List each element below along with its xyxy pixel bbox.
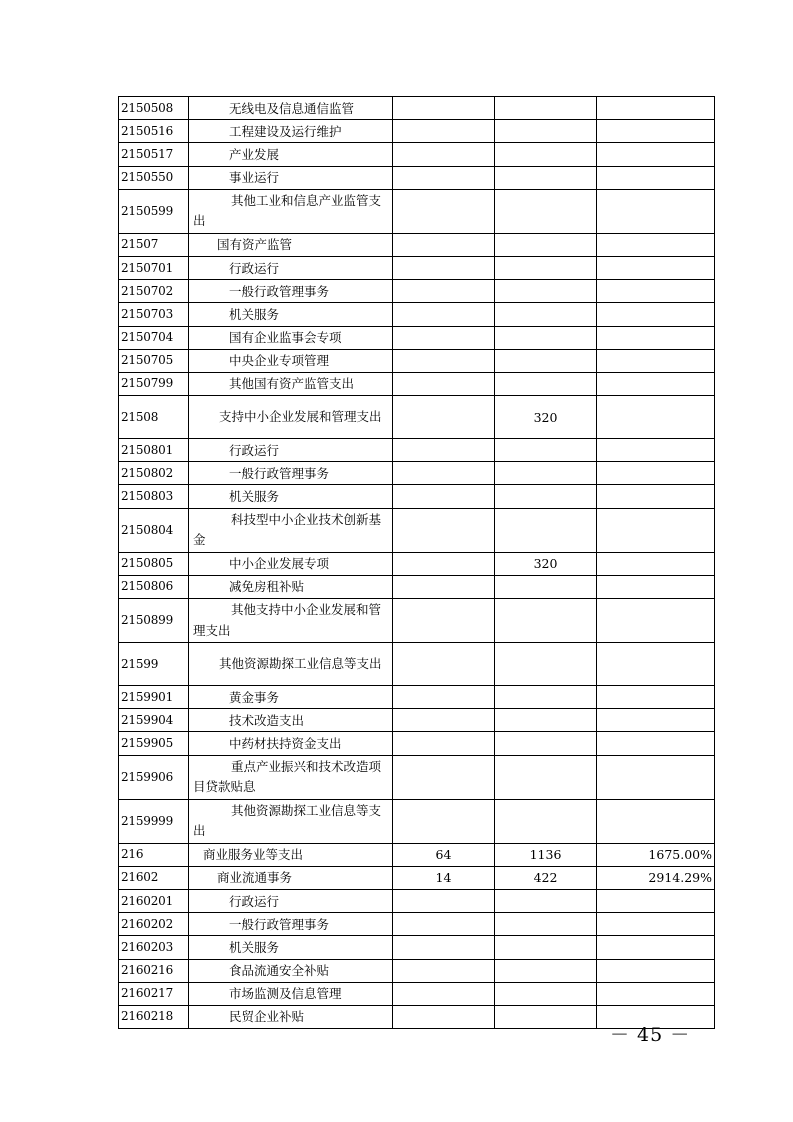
- cell-code: 2159905: [119, 732, 189, 755]
- cell-name: 重点产业振兴和技术改造项目贷款贴息: [189, 755, 393, 799]
- table-row: [119, 303, 715, 326]
- cell-value-3: [597, 575, 715, 598]
- cell-code: 2159906: [119, 755, 189, 799]
- cell-value-2: [495, 120, 597, 143]
- cell-name: 商业服务业等支出: [189, 843, 393, 866]
- cell-code: 2150801: [119, 439, 189, 462]
- cell-name: 行政运行: [189, 889, 393, 912]
- cell-name: 国有资产监管: [189, 233, 393, 256]
- cell-name: 工程建设及运行维护: [189, 120, 393, 143]
- table-row: [119, 462, 715, 485]
- cell-code: 2150806: [119, 575, 189, 598]
- budget-table: [118, 96, 715, 1029]
- cell-value-1: [393, 166, 495, 189]
- cell-value-1: [393, 799, 495, 843]
- cell-name: 机关服务: [189, 936, 393, 959]
- cell-code: 2150517: [119, 143, 189, 166]
- cell-name: 事业运行: [189, 166, 393, 189]
- cell-value-2: [495, 709, 597, 732]
- table-row: [119, 799, 715, 843]
- cell-value-3: [597, 552, 715, 575]
- cell-name: 机关服务: [189, 303, 393, 326]
- cell-value-2: 320: [495, 396, 597, 439]
- table-row: [119, 166, 715, 189]
- cell-value-3: [597, 303, 715, 326]
- table-row: [119, 732, 715, 755]
- table-row: [119, 599, 715, 643]
- cell-code: 2159904: [119, 709, 189, 732]
- cell-code: 2160216: [119, 959, 189, 982]
- table-row: [119, 280, 715, 303]
- table-row: [119, 439, 715, 462]
- cell-value-2: [495, 97, 597, 120]
- cell-value-1: [393, 280, 495, 303]
- cell-value-3: [597, 326, 715, 349]
- cell-value-2: [495, 982, 597, 1005]
- cell-value-1: 14: [393, 866, 495, 889]
- cell-code: 2150704: [119, 326, 189, 349]
- cell-value-2: [495, 233, 597, 256]
- cell-value-1: [393, 462, 495, 485]
- cell-value-3: [597, 799, 715, 843]
- cell-code: 2150599: [119, 189, 189, 233]
- cell-value-1: [393, 256, 495, 279]
- table-row: [119, 233, 715, 256]
- cell-value-1: [393, 189, 495, 233]
- cell-value-1: [393, 889, 495, 912]
- cell-value-3: [597, 686, 715, 709]
- cell-name: 一般行政管理事务: [189, 280, 393, 303]
- cell-value-1: [393, 143, 495, 166]
- cell-name: 行政运行: [189, 256, 393, 279]
- cell-value-1: [393, 913, 495, 936]
- cell-value-2: [495, 732, 597, 755]
- table-row: [119, 936, 715, 959]
- cell-value-3: [597, 732, 715, 755]
- cell-name: 商业流通事务: [189, 866, 393, 889]
- cell-value-3: [597, 959, 715, 982]
- cell-name: 其他资源勘探工业信息等支出: [189, 799, 393, 843]
- cell-value-3: 1675.00%: [597, 843, 715, 866]
- cell-code: 21508: [119, 396, 189, 439]
- table-row: [119, 643, 715, 686]
- cell-name: 中药材扶持资金支出: [189, 732, 393, 755]
- cell-value-2: [495, 599, 597, 643]
- table-row: [119, 913, 715, 936]
- cell-code: 2150508: [119, 97, 189, 120]
- cell-value-1: [393, 97, 495, 120]
- cell-code: 2150705: [119, 349, 189, 372]
- cell-value-1: [393, 552, 495, 575]
- cell-value-3: 2914.29%: [597, 866, 715, 889]
- cell-value-3: [597, 508, 715, 552]
- cell-value-2: [495, 485, 597, 508]
- cell-code: 2150899: [119, 599, 189, 643]
- cell-value-2: [495, 575, 597, 598]
- cell-value-1: [393, 349, 495, 372]
- cell-value-1: [393, 303, 495, 326]
- cell-value-3: [597, 709, 715, 732]
- cell-value-2: 320: [495, 552, 597, 575]
- cell-value-1: [393, 755, 495, 799]
- cell-name: 其他支持中小企业发展和管理支出: [189, 599, 393, 643]
- cell-name: 产业发展: [189, 143, 393, 166]
- cell-value-3: [597, 889, 715, 912]
- cell-value-3: [597, 599, 715, 643]
- table-row: [119, 189, 715, 233]
- cell-code: 2150703: [119, 303, 189, 326]
- cell-value-2: [495, 303, 597, 326]
- cell-value-3: [597, 233, 715, 256]
- cell-code: 2150799: [119, 372, 189, 395]
- cell-value-2: [495, 166, 597, 189]
- table-row: [119, 485, 715, 508]
- cell-name: 科技型中小企业技术创新基金: [189, 508, 393, 552]
- cell-code: 2160218: [119, 1005, 189, 1028]
- cell-name: 黄金事务: [189, 686, 393, 709]
- cell-value-2: [495, 372, 597, 395]
- cell-value-2: [495, 143, 597, 166]
- cell-name: 行政运行: [189, 439, 393, 462]
- table-row: [119, 709, 715, 732]
- cell-name: 支持中小企业发展和管理支出: [189, 396, 393, 439]
- cell-value-3: [597, 280, 715, 303]
- cell-value-3: [597, 462, 715, 485]
- table-row: [119, 866, 715, 889]
- cell-value-1: [393, 326, 495, 349]
- table-row: [119, 552, 715, 575]
- cell-code: 2150702: [119, 280, 189, 303]
- cell-code: 2160202: [119, 913, 189, 936]
- cell-value-2: [495, 256, 597, 279]
- cell-value-2: [495, 959, 597, 982]
- cell-value-3: [597, 913, 715, 936]
- cell-value-2: 1136: [495, 843, 597, 866]
- cell-name: 一般行政管理事务: [189, 913, 393, 936]
- cell-name: 中小企业发展专项: [189, 552, 393, 575]
- cell-code: 2159999: [119, 799, 189, 843]
- cell-name: 中央企业专项管理: [189, 349, 393, 372]
- cell-value-1: [393, 709, 495, 732]
- table-row: [119, 508, 715, 552]
- cell-value-1: [393, 599, 495, 643]
- cell-name: 机关服务: [189, 485, 393, 508]
- cell-value-3: [597, 936, 715, 959]
- cell-name: 无线电及信息通信监管: [189, 97, 393, 120]
- cell-value-2: [495, 326, 597, 349]
- cell-value-1: [393, 508, 495, 552]
- cell-code: 2160203: [119, 936, 189, 959]
- cell-value-1: [393, 120, 495, 143]
- cell-value-2: [495, 755, 597, 799]
- table-row: [119, 686, 715, 709]
- cell-name: 国有企业监事会专项: [189, 326, 393, 349]
- table-row: [119, 843, 715, 866]
- cell-value-3: [597, 256, 715, 279]
- cell-code: 216: [119, 843, 189, 866]
- cell-name: 食品流通安全补贴: [189, 959, 393, 982]
- cell-value-1: [393, 372, 495, 395]
- table-row: [119, 889, 715, 912]
- cell-value-2: [495, 799, 597, 843]
- cell-value-3: [597, 189, 715, 233]
- table-row: [119, 755, 715, 799]
- table-row: [119, 982, 715, 1005]
- table-row: [119, 575, 715, 598]
- cell-code: 21507: [119, 233, 189, 256]
- cell-value-3: [597, 643, 715, 686]
- cell-value-1: [393, 1005, 495, 1028]
- cell-value-1: [393, 686, 495, 709]
- cell-code: 21602: [119, 866, 189, 889]
- cell-value-1: [393, 643, 495, 686]
- cell-value-3: [597, 349, 715, 372]
- budget-table-body: [119, 97, 715, 1029]
- cell-name: 其他国有资产监管支出: [189, 372, 393, 395]
- cell-value-2: [495, 508, 597, 552]
- cell-value-1: [393, 936, 495, 959]
- cell-value-3: [597, 143, 715, 166]
- cell-value-1: [393, 485, 495, 508]
- cell-value-1: [393, 233, 495, 256]
- cell-value-1: [393, 982, 495, 1005]
- table-row: [119, 143, 715, 166]
- cell-code: 2150701: [119, 256, 189, 279]
- cell-value-1: [393, 732, 495, 755]
- cell-value-2: [495, 349, 597, 372]
- cell-code: 2150805: [119, 552, 189, 575]
- cell-value-2: [495, 889, 597, 912]
- cell-code: 2159901: [119, 686, 189, 709]
- cell-value-3: [597, 396, 715, 439]
- cell-value-3: [597, 755, 715, 799]
- table-row: [119, 256, 715, 279]
- cell-value-1: [393, 575, 495, 598]
- cell-name: 减免房租补贴: [189, 575, 393, 598]
- cell-code: 2160201: [119, 889, 189, 912]
- cell-code: 21599: [119, 643, 189, 686]
- cell-value-3: [597, 485, 715, 508]
- cell-value-2: [495, 189, 597, 233]
- table-row: [119, 97, 715, 120]
- table-row: [119, 120, 715, 143]
- cell-code: 2160217: [119, 982, 189, 1005]
- cell-value-1: 64: [393, 843, 495, 866]
- cell-code: 2150804: [119, 508, 189, 552]
- cell-code: 2150550: [119, 166, 189, 189]
- cell-name: 其他工业和信息产业监管支出: [189, 189, 393, 233]
- cell-value-3: [597, 982, 715, 1005]
- cell-value-2: [495, 439, 597, 462]
- cell-name: 其他资源勘探工业信息等支出: [189, 643, 393, 686]
- cell-value-2: [495, 280, 597, 303]
- cell-code: 2150802: [119, 462, 189, 485]
- table-row: [119, 326, 715, 349]
- cell-code: 2150516: [119, 120, 189, 143]
- cell-value-2: 422: [495, 866, 597, 889]
- cell-value-1: [393, 439, 495, 462]
- table-row: [119, 372, 715, 395]
- cell-value-2: [495, 462, 597, 485]
- page-number: － 45 －: [610, 1024, 691, 1046]
- cell-value-2: [495, 936, 597, 959]
- cell-name: 民贸企业补贴: [189, 1005, 393, 1028]
- cell-name: 一般行政管理事务: [189, 462, 393, 485]
- cell-value-3: [597, 372, 715, 395]
- cell-value-2: [495, 1005, 597, 1028]
- cell-value-3: [597, 439, 715, 462]
- table-row: [119, 349, 715, 372]
- cell-value-1: [393, 959, 495, 982]
- cell-code: 2150803: [119, 485, 189, 508]
- cell-value-3: [597, 120, 715, 143]
- cell-value-2: [495, 643, 597, 686]
- cell-value-2: [495, 913, 597, 936]
- table-row: [119, 959, 715, 982]
- cell-value-3: [597, 97, 715, 120]
- cell-value-1: [393, 396, 495, 439]
- cell-name: 技术改造支出: [189, 709, 393, 732]
- cell-value-2: [495, 686, 597, 709]
- cell-value-3: [597, 166, 715, 189]
- table-row: [119, 396, 715, 439]
- cell-name: 市场监测及信息管理: [189, 982, 393, 1005]
